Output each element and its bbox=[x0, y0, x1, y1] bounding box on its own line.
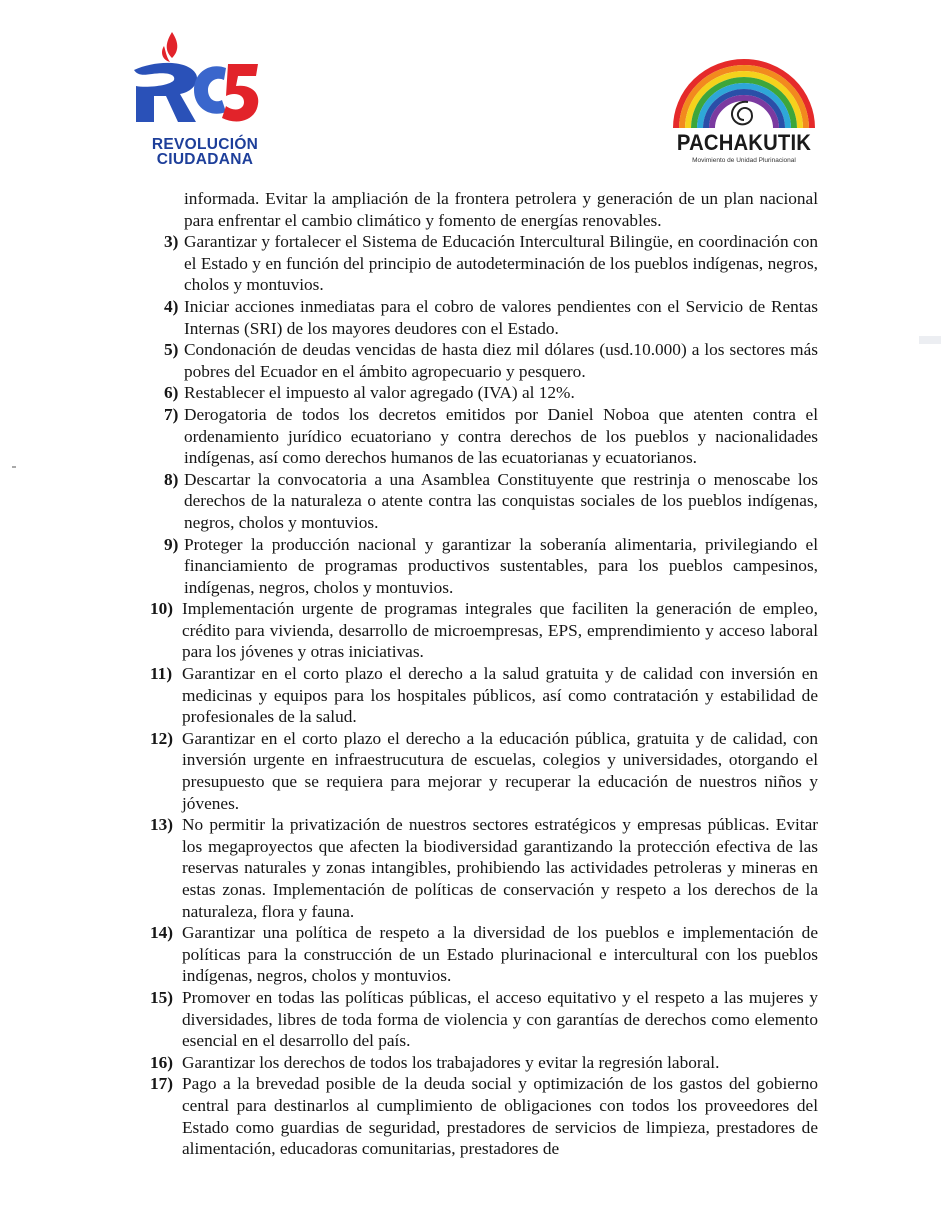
rc5-emblem-icon bbox=[126, 30, 276, 140]
item-number: 9) bbox=[164, 534, 179, 554]
item-number: 11) bbox=[150, 664, 173, 684]
list-item bbox=[150, 382, 818, 404]
revolucion-ciudadana-logo bbox=[126, 30, 276, 170]
logo-line-2: CIUDADANA bbox=[156, 151, 254, 168]
item-text: Restablecer el impuesto al valor agregado (IVA) al 12%. bbox=[184, 383, 575, 403]
item-number: 16) bbox=[150, 1052, 174, 1072]
item-number: 17) bbox=[150, 1074, 174, 1094]
pachakutik-subtitle: Movimiento de Unidad Plurinacional bbox=[692, 157, 796, 164]
item-text: Iniciar acciones inmediatas para el cobro de valores pendientes con el Servicio de Rentas Internas (SRI) de los mayores deudores con el Estado. bbox=[184, 296, 818, 338]
document-body bbox=[150, 188, 818, 1160]
item-number: 12) bbox=[150, 728, 174, 748]
list-item bbox=[150, 231, 818, 296]
item-text: Condonación de deudas vencidas de hasta diez mil dólares (usd.10.000) a los sectores más pobres del Ecuador en el ámbito agropecuario y pesquero. bbox=[184, 340, 818, 381]
item-number: 10) bbox=[150, 599, 174, 619]
item-text: Garantizar en el corto plazo el derecho a la educación pública, gratuita y de calidad, con inversión urgente en infraestrucutura de escuelas, colegios y universidades, otorgando el presupuesto que se requiera para mejorar y recuperar la educación de nuestros niños y jóvenes. bbox=[182, 728, 818, 813]
item-number: 14) bbox=[150, 923, 174, 943]
item-number: 8) bbox=[164, 469, 179, 489]
item-text: Derogatoria de todos los decretos emitidos por Daniel Noboa que atenten contra el ordenamiento jurídico ecuatoriano y contra derechos de los pueblos y nacionalidades indígenas, así como derechos humanos de las ecuatorianas y ecuatorianos. bbox=[184, 404, 818, 468]
item-number: 5) bbox=[164, 340, 179, 360]
pachakutik-title: PACHAKUTIK bbox=[676, 130, 812, 155]
list-item bbox=[150, 296, 818, 339]
list-item bbox=[150, 339, 818, 382]
item-text: Promover en todas las políticas públicas, el acceso equitativo y el respeto a las mujeres y diversidades, libres de toda forma de violencia y con garantías de derechos como elemento esencial en el desarrollo del país. bbox=[182, 987, 818, 1051]
item-text: Garantizar y fortalecer el Sistema de Educación Intercultural Bilingüe, en coordinación con el Estado y en función del principio de autodeterminación de los pueblos indígenas, negros, cholos y montuvios. bbox=[184, 232, 818, 295]
scan-dot bbox=[12, 466, 16, 468]
list-item bbox=[150, 987, 818, 1052]
item-text: Proteger la producción nacional y garantizar la soberanía alimentaria, privilegiando el financiamiento de programas productivos sustentables, para los pueblos campesinos, indígenas, negros, cholos y montuvios. bbox=[184, 534, 818, 597]
item-number: 3) bbox=[164, 232, 179, 252]
item-number: 4) bbox=[164, 296, 179, 316]
list-item bbox=[150, 728, 818, 814]
item-number: 15) bbox=[150, 987, 174, 1007]
item-text: Pago a la brevedad posible de la deuda social y optimización de los gastos del gobierno central para destinarlos al cumplimiento de obligaciones con todos los proveedores del Estado como guardias de seguridad, prestadores de servicios de limpieza, prestadores de alimentación, educadoras comunitarias, prestadores de bbox=[182, 1074, 818, 1159]
pachakutik-logo bbox=[668, 58, 820, 170]
list-item bbox=[150, 1052, 818, 1074]
list-item bbox=[150, 814, 818, 922]
list-item bbox=[150, 1073, 818, 1159]
list-item bbox=[150, 534, 818, 599]
scan-edge-mark bbox=[919, 336, 941, 344]
list-item bbox=[150, 404, 818, 469]
continuation-paragraph: informada. Evitar la ampliación de la frontera petrolera y generación de un plan nacional para enfrentar el cambio climático y fomento de energías renovables. bbox=[184, 189, 818, 230]
item-number: 13) bbox=[150, 815, 174, 835]
item-text: Garantizar una política de respeto a la diversidad de los pueblos e implementación de políticas para la construcción de un Estado plurinacional e intercultural con los pueblos indígenas, negros, cholos y montuvios. bbox=[182, 923, 818, 986]
item-text: No permitir la privatización de nuestros sectores estratégicos y empresas públicas. Evitar los megaproyectos que afecten la biodiversidad garantizando la protección efectiva de las reservas naturales y zonas intangibles, prohibiendo las actividades petroleras y mineras en estas zonas. Implementación de políticas de conservación y respeto a los derechos de la naturaleza, flora y fauna. bbox=[182, 815, 818, 921]
rainbow-icon bbox=[668, 58, 820, 130]
item-text: Garantizar los derechos de todos los trabajadores y evitar la regresión laboral. bbox=[182, 1052, 720, 1072]
item-number: 7) bbox=[164, 404, 179, 424]
list-item bbox=[150, 598, 818, 663]
list-item bbox=[150, 922, 818, 987]
item-number: 6) bbox=[164, 383, 179, 403]
list-item bbox=[150, 469, 818, 534]
item-text: Descartar la convocatoria a una Asamblea Constituyente que restrinja o menoscabe los derechos de la naturaleza o atente contra las conquistas sociales de los pueblos indígenas, negros, cholos y montuvios. bbox=[184, 469, 818, 532]
item-text: Garantizar en el corto plazo el derecho a la salud gratuita y de calidad con inversión en medicinas y equipos para los hospitales públicos, así como contratación y estabilidad de profesionales de la salud. bbox=[182, 664, 818, 727]
list-item bbox=[150, 663, 818, 728]
item-text: Implementación urgente de programas integrales que faciliten la generación de empleo, crédito para vivienda, desarrollo de microempresas, EPS, emprendimiento y acceso laboral para los jóvenes y otras iniciativas. bbox=[182, 599, 818, 662]
logo-line-1: REVOLUCIÓN bbox=[151, 136, 259, 153]
